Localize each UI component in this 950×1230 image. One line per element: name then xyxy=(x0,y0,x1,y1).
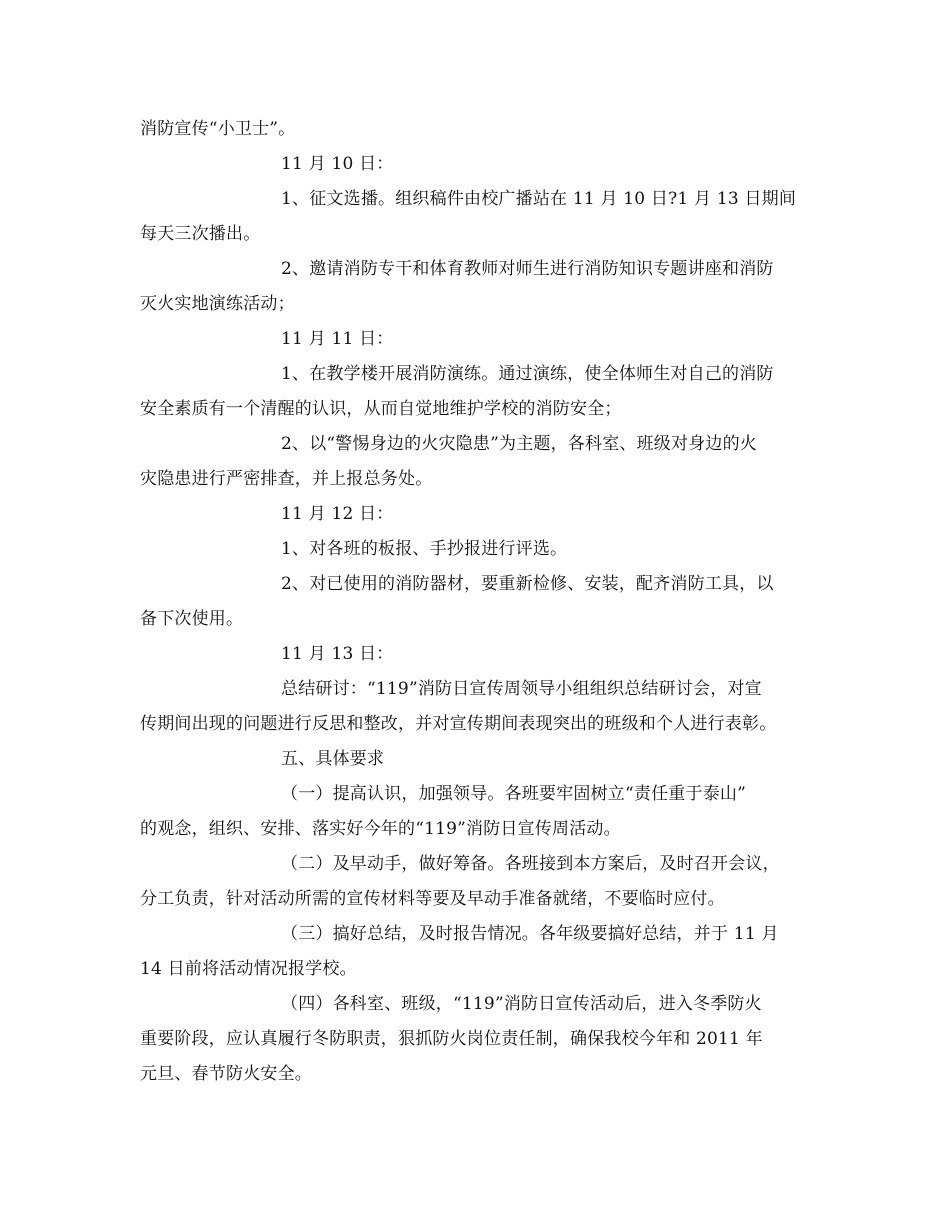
text-line: 14 日前将活动情况报学校。 xyxy=(140,959,357,979)
text-line: 灭火实地演练活动； xyxy=(140,294,295,314)
text-line: 的观念，组织、安排、落实好今年的“119”消防日宣传周活动。 xyxy=(140,819,621,839)
text-line: （一）提高认识，加强领导。各班要牢固树立“责任重于泰山” xyxy=(281,784,746,804)
text-line: 分工负责，针对活动所需的宣传材料等要及早动手准备就绪，不要临时应付。 xyxy=(140,889,725,909)
text-line: （四）各科室、班级，“119”消防日宣传活动后，进入冬季防火 xyxy=(281,994,762,1014)
section-heading: 五、具体要求 xyxy=(281,749,385,769)
text-line: 2、邀请消防专干和体育教师对师生进行消防知识专题讲座和消防 xyxy=(281,259,774,279)
text-line: 元旦、春节防火安全。 xyxy=(140,1064,312,1084)
text-line: 灾隐患进行严密排查，并上报总务处。 xyxy=(140,469,433,489)
text-line: 1、征文选播。组织稿件由校广播站在 11 月 10 日?1 月 13 日期间 xyxy=(281,189,797,209)
date-heading: 11 月 11 日： xyxy=(281,329,394,349)
text-line: 安全素质有一个清醒的认识，从而自觉地维护学校的消防安全； xyxy=(140,399,622,419)
text-line: 每天三次播出。 xyxy=(140,224,261,244)
text-line: 传期间出现的问题进行反思和整改，并对宣传期间表现突出的班级和个人进行表彰。 xyxy=(140,714,777,734)
date-heading: 11 月 13 日： xyxy=(281,644,394,664)
text-line: 消防宣传“小卫士”。 xyxy=(140,119,296,139)
text-line: 1、在教学楼开展消防演练。通过演练，使全体师生对自己的消防 xyxy=(281,364,774,384)
text-line: （二）及早动手，做好筹备。各班接到本方案后，及时召开会议， xyxy=(281,854,780,874)
text-line: （三）搞好总结，及时报告情况。各年级要搞好总结，并于 11 月 xyxy=(281,924,779,944)
text-line: 备下次使用。 xyxy=(140,609,244,629)
date-heading: 11 月 12 日： xyxy=(281,504,394,524)
text-line: 总结研讨：“119”消防日宣传周领导小组组织总结研讨会，对宣 xyxy=(281,679,762,699)
text-line: 1、对各班的板报、手抄报进行评选。 xyxy=(281,539,568,559)
text-line: 2、以“警惕身边的火灾隐患”为主题，各科室、班级对身边的火 xyxy=(281,434,757,454)
text-line: 重要阶段，应认真履行冬防职责，狠抓防火岗位责任制，确保我校今年和 2011 年 xyxy=(140,1029,763,1049)
text-line: 2、对已使用的消防器材，要重新检修、安装，配齐消防工具，以 xyxy=(281,574,774,594)
date-heading: 11 月 10 日： xyxy=(281,154,394,174)
document-body xyxy=(140,112,820,1092)
